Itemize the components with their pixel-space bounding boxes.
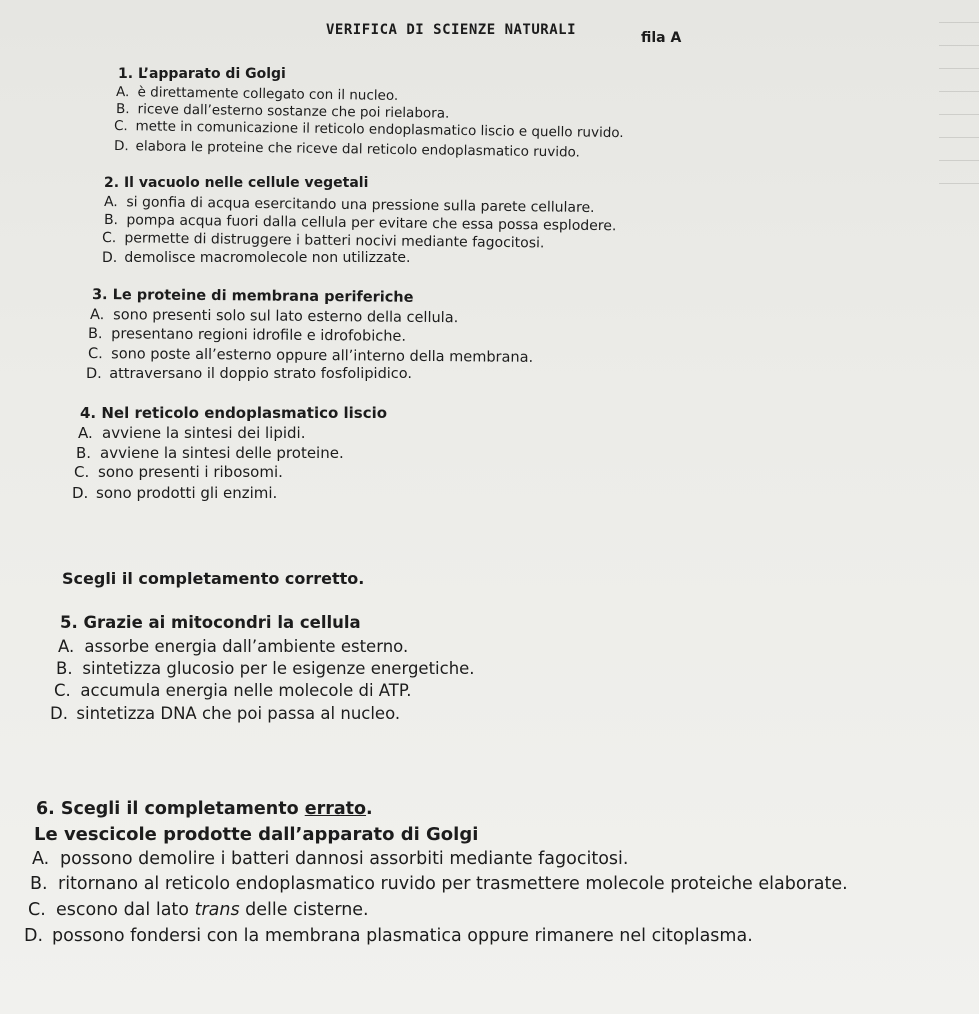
question-1-option-b[interactable]: B. riceve dall’esterno sostanze che poi rielabora. xyxy=(115,101,450,122)
question-4-stem: 4. Nel reticolo endoplasmatico liscio xyxy=(80,404,388,422)
question-1-option-a[interactable]: A. è direttamente collegato con il nucleo. xyxy=(115,84,399,104)
question-2-option-c[interactable]: C. permette di distruggere i batteri nocivi mediante fagocitosi. xyxy=(101,230,545,252)
question-5-option-b[interactable]: B. sintetizza glucosio per le esigenze energetiche. xyxy=(56,659,475,678)
question-5-option-a[interactable]: A. assorbe energia dall’ambiente esterno. xyxy=(58,637,409,656)
question-5-option-c[interactable]: C. accumula energia nelle molecole di ATP. xyxy=(54,681,412,700)
question-4-option-c[interactable]: C. sono presenti i ribosomi. xyxy=(74,463,283,481)
question-6-option-c[interactable]: C. escono dal lato trans delle cisterne. xyxy=(28,900,369,920)
instruction-correct: Scegli il completamento corretto. xyxy=(62,569,365,588)
question-4-option-b[interactable]: B. avviene la sintesi delle proteine. xyxy=(76,444,344,462)
test-variant: fila A xyxy=(641,30,682,46)
question-6-option-d[interactable]: D. possono fondersi con la membrana plasmatica oppure rimanere nel citoplasma. xyxy=(24,926,753,946)
stacked-page-edges xyxy=(939,0,979,200)
question-3-option-c[interactable]: C. sono poste all’esterno oppure all’interno della membrana. xyxy=(87,346,534,366)
question-6-option-a[interactable]: A. possono demolire i batteri dannosi assorbiti mediante fagocitosi. xyxy=(32,849,629,869)
question-4-option-a[interactable]: A. avviene la sintesi dei lipidi. xyxy=(78,424,306,442)
question-3-stem: 3. Le proteine di membrana periferiche xyxy=(91,287,414,306)
question-1-stem: 1. L’apparato di Golgi xyxy=(118,66,286,82)
question-5-stem: 5. Grazie ai mitocondri la cellula xyxy=(60,613,361,632)
question-3-option-b[interactable]: B. presentano regioni idrofile e idrofobiche. xyxy=(87,326,407,345)
question-4-option-d[interactable]: D. sono prodotti gli enzimi. xyxy=(72,484,278,502)
question-2-option-d[interactable]: D. demolisce macromolecole non utilizzate. xyxy=(102,250,411,266)
question-5-option-d[interactable]: D. sintetizza DNA che poi passa al nucleo. xyxy=(50,704,401,723)
question-2-option-b[interactable]: B. pompa acqua fuori dalla cellula per evitare che essa possa esplodere. xyxy=(103,212,617,235)
question-6-stem: Le vescicole prodotte dall’apparato di Golgi xyxy=(34,824,479,845)
question-1-option-d[interactable]: D. elabora le proteine che riceve dal reticolo endoplasmatico ruvido. xyxy=(113,138,581,161)
question-1-option-c[interactable]: C. mette in comunicazione il reticolo endoplasmatico liscio e quello ruvido. xyxy=(113,118,624,142)
question-6-instruction: 6. Scegli il completamento errato. xyxy=(36,799,373,819)
underlined-word-errato: errato xyxy=(304,799,367,819)
question-3-option-a[interactable]: A. sono presenti solo sul lato esterno della cellula. xyxy=(89,307,459,327)
question-3-option-d[interactable]: D. attraversano il doppio strato fosfolipidico. xyxy=(86,366,413,382)
question-2-stem: 2. Il vacuolo nelle cellule vegetali xyxy=(104,175,369,191)
page-title: VERIFICA DI SCIENZE NATURALI xyxy=(326,22,577,38)
question-6-option-b[interactable]: B. ritornano al reticolo endoplasmatico ruvido per trasmettere molecole proteiche elaborate. xyxy=(30,874,848,894)
question-2-option-a[interactable]: A. si gonfia di acqua esercitando una pressione sulla parete cellulare. xyxy=(103,194,595,216)
